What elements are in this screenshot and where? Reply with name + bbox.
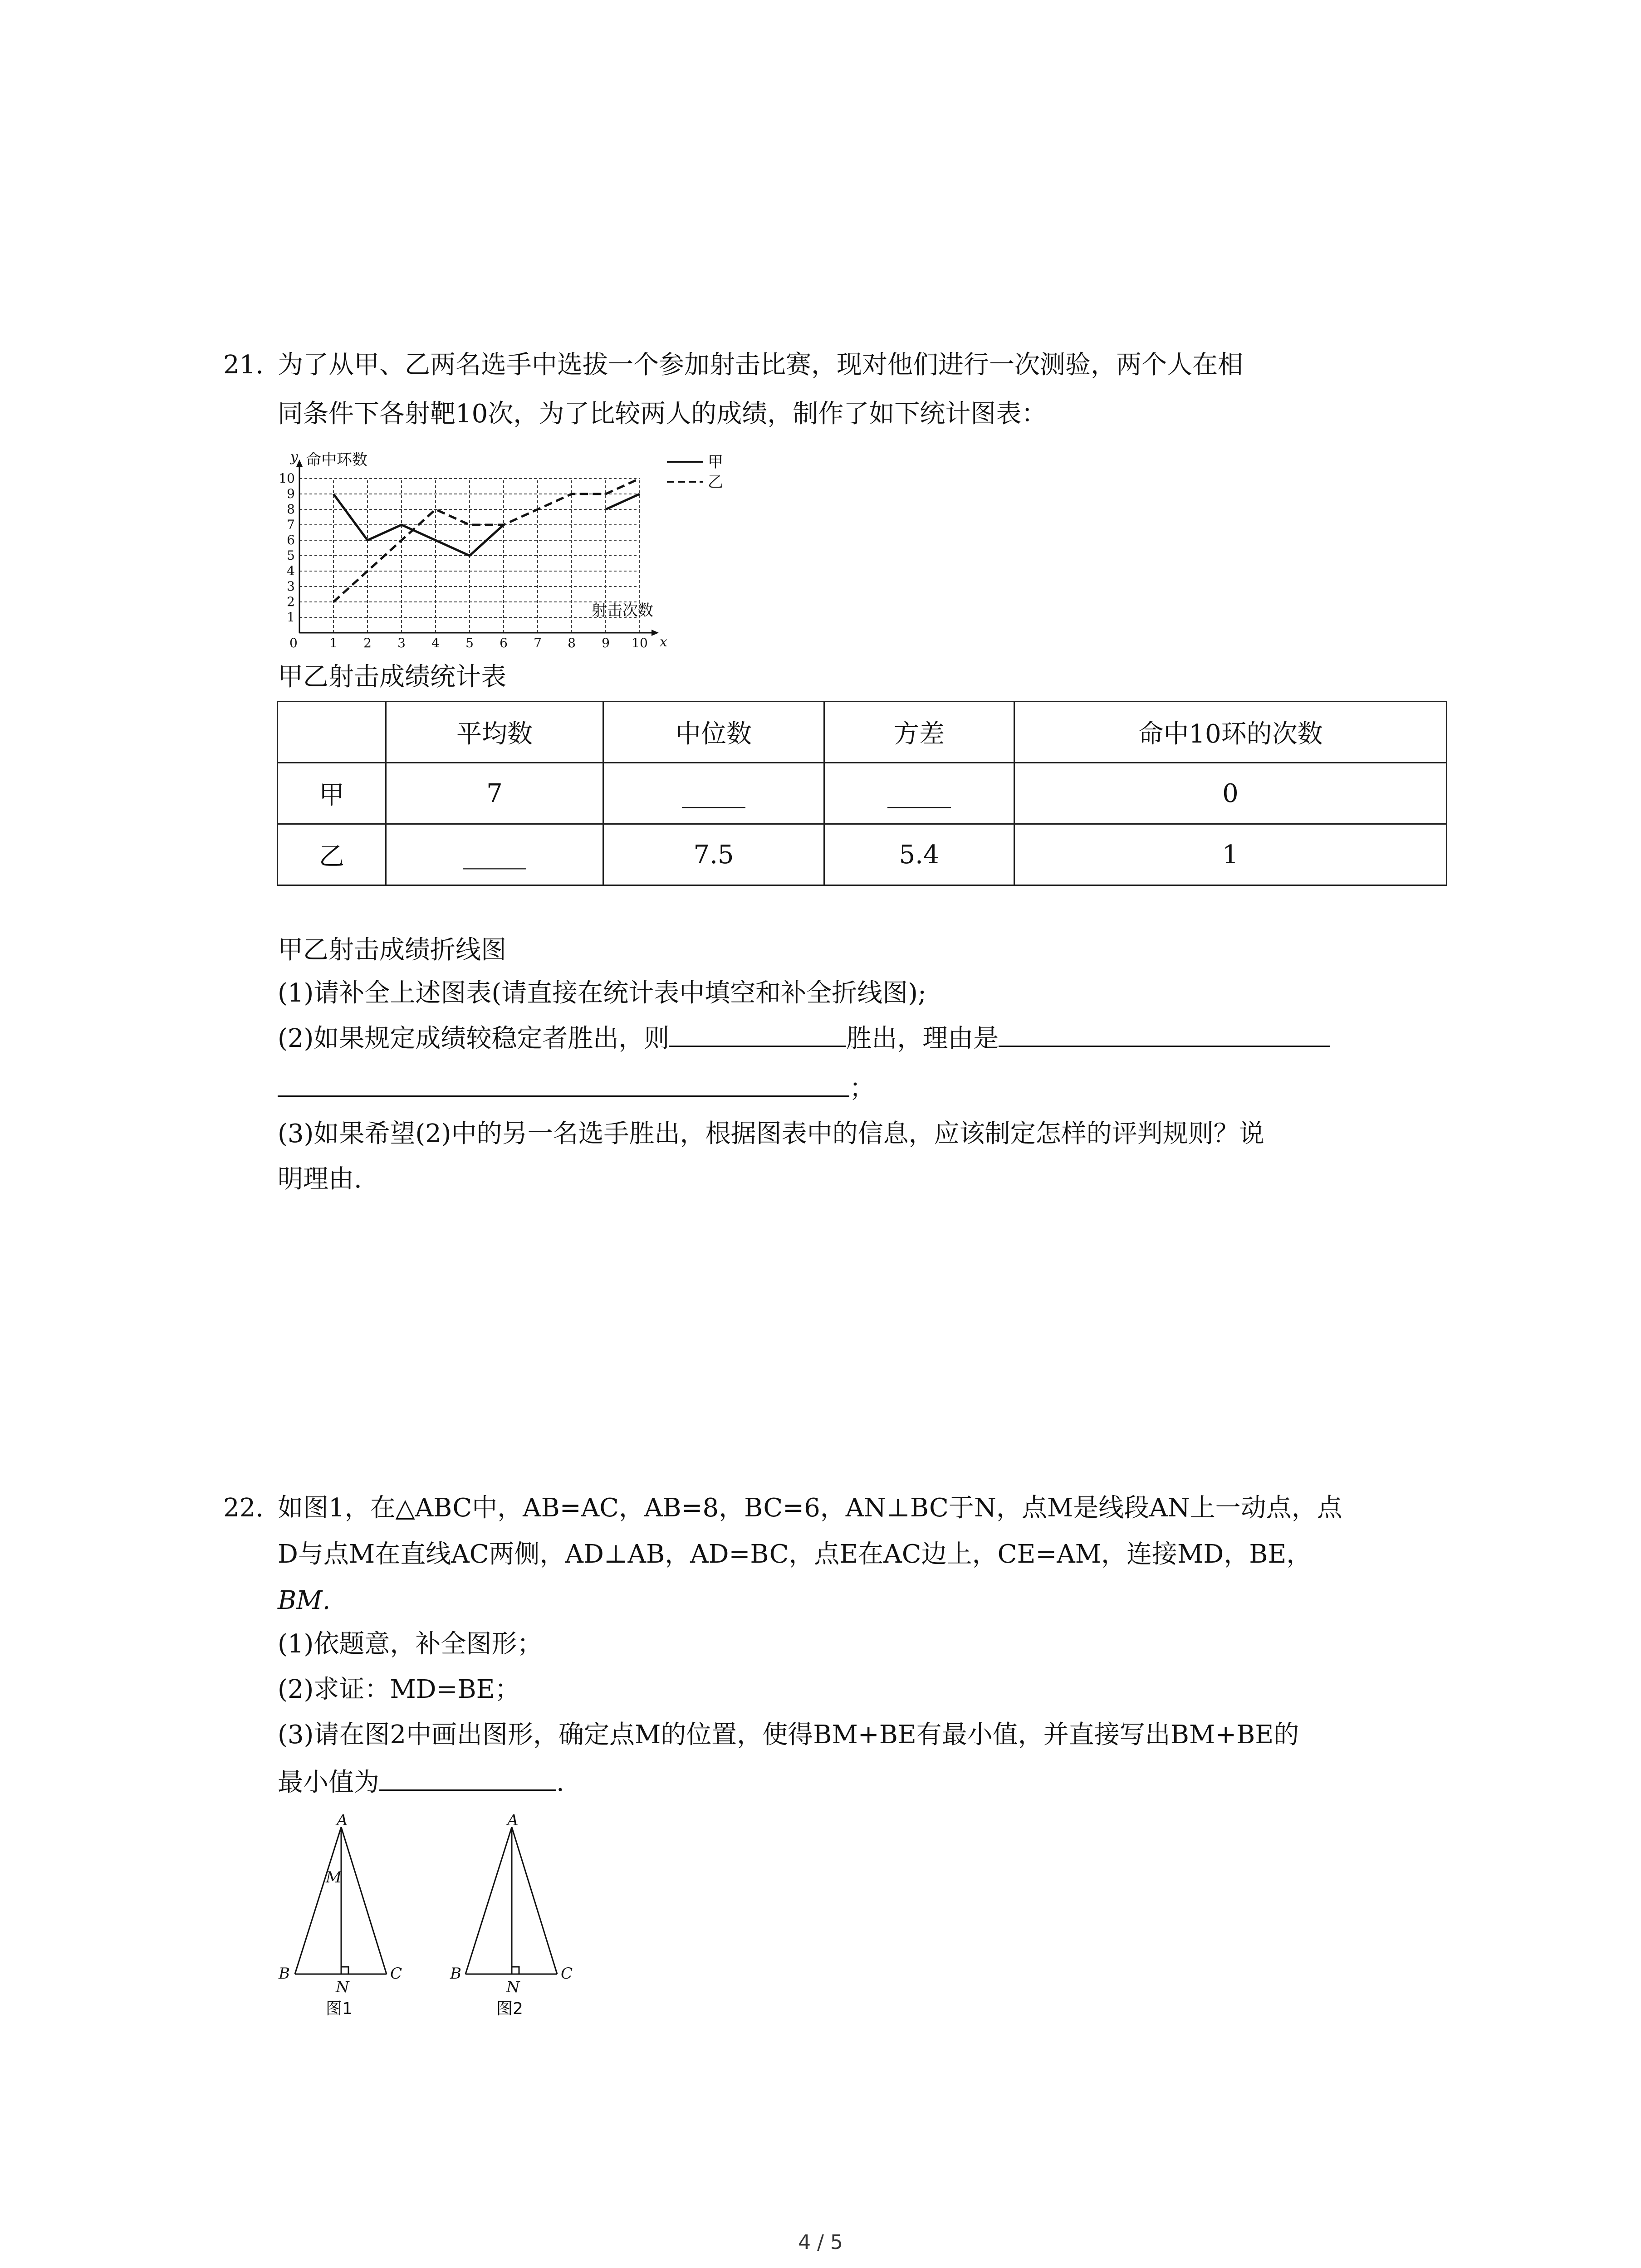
table-cell: _____ [824,763,1014,824]
y-tick-label: 3 [287,579,295,594]
answer-blank[interactable] [669,1023,846,1047]
q21-line1: 为了从甲、乙两名选手中选拔一个参加射击比赛，现对他们进行一次测验，两个人在相 [278,350,1243,380]
y-tick-label: 5 [287,548,295,563]
q22-number: 22. [223,1493,264,1523]
fig2-label-a: A [507,1814,519,1829]
q22-part2: (2)求证：MD=BE； [278,1675,520,1704]
legend-entry: 甲 [708,453,723,471]
figure-2 [449,1814,599,2019]
fig1-label-n: N [336,1978,349,1996]
x-tick-label: 6 [500,635,508,649]
x-tick-label: 1 [329,635,338,649]
fig1-side-ab [295,1827,341,1974]
x-tick-label: 3 [397,635,406,649]
table-row-header [278,702,1447,763]
fig1-right-angle-mark [341,1967,348,1974]
q22-part3-end: . [556,1768,564,1797]
x-axis-title: 射击次数 [592,601,653,620]
fig1-label-m: M [326,1868,342,1887]
y-tick-label: 1 [287,610,295,625]
table-cell: 0 [1014,763,1447,824]
y-tick-label: 6 [287,533,295,547]
fig1-label-a: A [337,1814,348,1829]
fig2-right-angle-mark [512,1967,519,1974]
table-cell: 命中10环的次数 [1014,702,1447,763]
q21-line2: 同条件下各射靶10次，为了比较两人的成绩，制作了如下统计图表： [278,399,1047,429]
page-number: 4 / 5 [798,2231,843,2254]
table-cell: 5.4 [824,824,1014,885]
y-tick-label: 8 [287,502,295,517]
q21-number: 21. [223,350,264,380]
q21-part2-cont [278,1073,875,1105]
q21-part2 [278,1023,1330,1055]
answer-blank[interactable] [278,1073,849,1097]
q21-part1: (1)请补全上述图表(请直接在统计表中填空和补全折线图); [278,978,926,1008]
table-cell: 乙 [278,824,386,885]
y-tick-label: 9 [287,486,295,501]
answer-blank[interactable] [999,1023,1330,1047]
fig2-label-b: B [450,1965,461,1983]
q22-part3-a: 最小值为 [278,1768,379,1797]
line-chart [277,440,780,649]
q22-part3-line2 [278,1767,564,1799]
x-tick-label: 9 [602,635,610,649]
q21-part2-b: 胜出，理由是 [846,1024,999,1053]
table-cell: 中位数 [603,702,824,763]
fig2-label-n: N [506,1978,520,1996]
fig2-side-ab [465,1827,512,1974]
table-cell: 方差 [824,702,1014,763]
y-axis-letter: y [290,449,298,465]
x-tick-label: 2 [363,635,372,649]
answer-blank[interactable] [379,1767,556,1791]
y-axis-title: 命中环数 [306,451,367,469]
fig1-label-b: B [279,1965,290,1983]
table-cell: _____ [603,763,824,824]
q21-part3-line2: 明理由. [278,1164,362,1194]
q22-line3: BM. [278,1586,331,1615]
figure-1 [272,1814,422,2019]
stats-table [277,701,1447,886]
x-axis-letter: x [660,634,667,649]
fig1-caption: 图1 [326,1999,353,2018]
q21-table-title: 甲乙射击成绩统计表 [278,662,506,692]
table-cell: 7.5 [603,824,824,885]
fig1-side-ac [341,1827,387,1974]
fig2-side-ac [512,1827,557,1974]
x-tick-label: 5 [465,635,474,649]
y-tick-label: 10 [279,471,295,486]
fig1-label-c: C [390,1965,402,1983]
y-tick-label: 4 [287,563,295,578]
series-line-jia [606,494,640,509]
table-cell: _____ [386,824,603,885]
table-cell: 平均数 [386,702,603,763]
fig2-label-c: C [561,1965,573,1983]
q21-part2-end: ； [849,1074,875,1103]
table-row-jia [278,763,1447,824]
table-cell [278,702,386,763]
table-row-yi [278,824,1447,885]
x-tick-label: 10 [632,635,648,649]
table-cell: 甲 [278,763,386,824]
q21-part2-a: (2)如果规定成绩较稳定者胜出，则 [278,1024,670,1053]
q22-line1: 如图1，在△ABC中，AB=AC，AB=8，BC=6，AN⊥BC于N，点M是线段AN上一动点，点 [278,1493,1342,1523]
legend-entry: 乙 [708,473,723,491]
x-tick-label: 8 [568,635,576,649]
q21-chart-caption: 甲乙射击成绩折线图 [278,935,506,965]
y-tick-label: 7 [287,517,295,532]
q22-part1: (1)依题意，补全图形； [278,1629,543,1659]
q21-part3-line1: (3)如果希望(2)中的另一名选手胜出，根据图表中的信息，应该制定怎样的评判规则？说 [278,1119,1264,1149]
x-tick-label: 4 [431,635,440,649]
x-tick-label: 7 [534,635,542,649]
origin-label: 0 [289,635,298,649]
q22-part3-line1: (3)请在图2中画出图形，确定点M的位置，使得BM+BE有最小值，并直接写出BM+BE的 [278,1720,1299,1750]
y-tick-label: 2 [287,594,295,609]
fig2-caption: 图2 [496,1999,523,2018]
table-cell: 7 [386,763,603,824]
q22-line2: D与点M在直线AC两侧，AD⊥AB，AD=BC，点E在AC边上，CE=AM，连接MD，BE， [278,1540,1312,1569]
x-axis-arrow [652,630,659,636]
table-cell: 1 [1014,824,1447,885]
